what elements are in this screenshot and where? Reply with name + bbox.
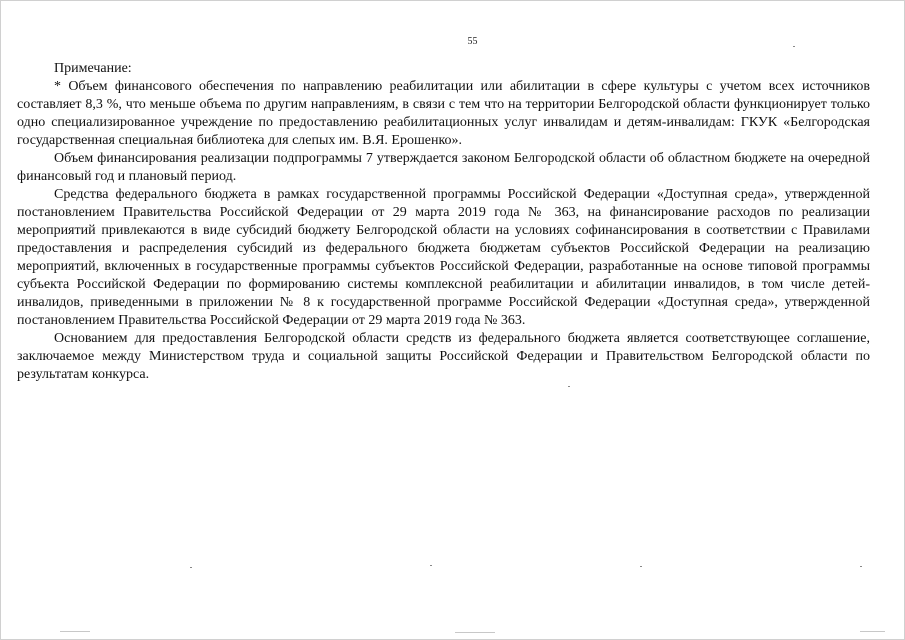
scan-line — [860, 631, 885, 632]
scan-line — [455, 632, 495, 633]
scan-speck — [860, 566, 862, 567]
page-number: 55 — [467, 36, 478, 47]
scan-speck — [640, 566, 642, 567]
funding-paragraph: Объем финансирования реализации подпрограммы 7 утверждается законом Белгородской области об областном бюджете на очередной финансовый год и плановый период. — [17, 151, 870, 184]
scan-line — [60, 631, 90, 632]
document-body — [17, 60, 870, 384]
scan-speck — [568, 386, 570, 387]
note-heading: Примечание: — [54, 61, 132, 76]
scan-speck — [793, 46, 795, 47]
agreement-paragraph: Основанием для предоставления Белгородской области средств из федерального бюджета является соответствующее соглашение, заключаемое между Министерством труда и социальной защиты Российской Федерации и Правительством Белгородской области по результатам конкурса. — [17, 331, 870, 382]
note-paragraph: * Объем финансового обеспечения по направлению реабилитации или абилитации в сфере культуры с учетом всех источников составляет 8,3 %, что меньше объема по другим направлениям, в связи с тем что на территории Белгородской области функционирует только одно специализированное учреждение по предоставлению реабилитационных услуг инвалидам и детям-инвалидам: ГКУК «Белгородская государственная специальная библиотека для слепых им. В.Я. Ерошенко». — [17, 79, 870, 148]
federal-budget-paragraph: Средства федерального бюджета в рамках государственной программы Российской Федерации «Доступная среда», утвержденной постановлением Правительства Российской Федерации от 29 марта 2019 года № 363, на финансирование расходов по реализации мероприятий привлекаются в виде субсидий бюджету Белгородской области на условиях софинансирования в соответствии с Правилами предоставления и распределения субсидий из федерального бюджета бюджетам субъектов Российской Федерации на реализацию мероприятий, включенных в государственные программы субъектов Российской Федерации, разработанные на основе типовой программы субъекта Российской Федерации по формированию системы комплексной реабилитации и абилитации инвалидов, в том числе детей-инвалидов, приведенными в приложении № 8 к государственной программе Российской Федерации «Доступная среда», утвержденной постановлением Правительства Российской Федерации от 29 марта 2019 года № 363. — [17, 187, 870, 328]
scan-speck — [190, 567, 192, 568]
scan-speck — [430, 565, 432, 566]
